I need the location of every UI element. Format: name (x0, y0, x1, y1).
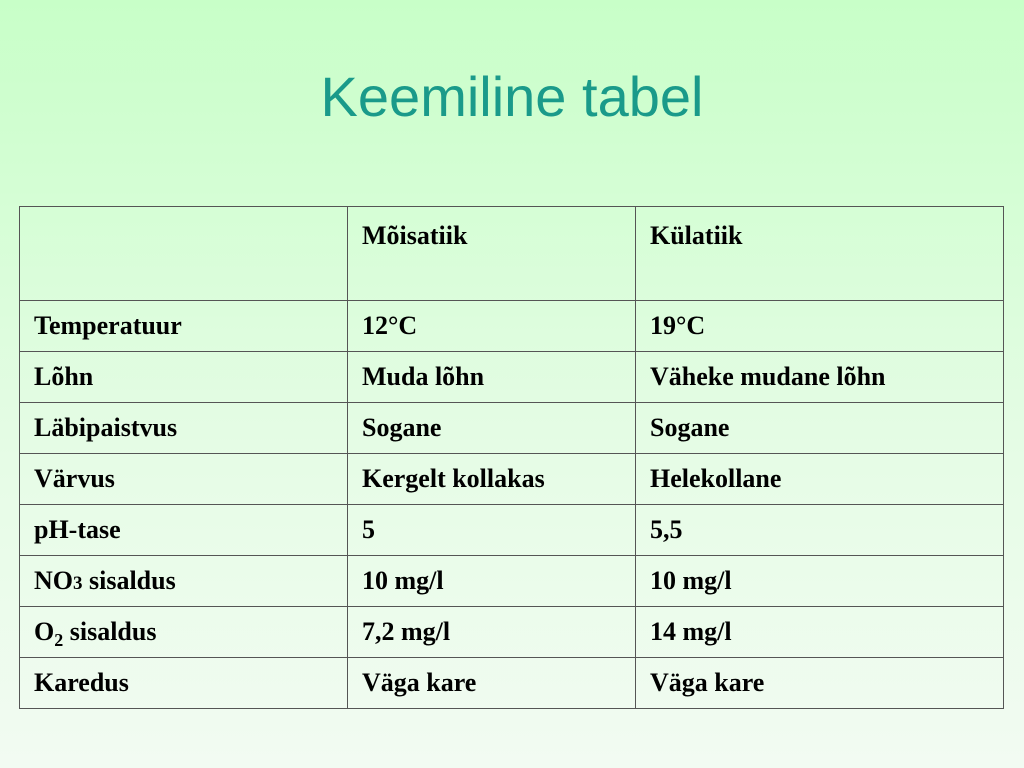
row-label: pH-tase (20, 505, 348, 556)
row-value: Muda lõhn (348, 352, 636, 403)
row-value: Helekollane (636, 454, 1004, 505)
row-value: 5,5 (636, 505, 1004, 556)
table-header-row (20, 207, 1004, 301)
row-label (20, 556, 348, 607)
table-row (20, 607, 1004, 658)
label-subscript: 2 (54, 630, 64, 650)
row-value: 12°C (348, 301, 636, 352)
row-label: Temperatuur (20, 301, 348, 352)
header-cell-empty (20, 207, 348, 301)
row-value: 14 mg/l (636, 607, 1004, 658)
row-value: 19°C (636, 301, 1004, 352)
chemical-table (19, 206, 1004, 709)
table-row (20, 658, 1004, 709)
row-value: 10 mg/l (348, 556, 636, 607)
row-label: Karedus (20, 658, 348, 709)
row-value: 7,2 mg/l (348, 607, 636, 658)
label-main: NO (34, 566, 73, 595)
row-value: Väga kare (348, 658, 636, 709)
table-row (20, 505, 1004, 556)
row-value: 10 mg/l (636, 556, 1004, 607)
row-value: Kergelt kollakas (348, 454, 636, 505)
row-label (20, 607, 348, 658)
table-row (20, 352, 1004, 403)
row-value: Sogane (636, 403, 1004, 454)
header-cell-moisatiik: Mõisatiik (348, 207, 636, 301)
label-main: O (34, 617, 55, 646)
table-row (20, 403, 1004, 454)
header-cell-kulatiik: Külatiik (636, 207, 1004, 301)
row-label: Värvus (20, 454, 348, 505)
table-row (20, 556, 1004, 607)
row-label: Lõhn (20, 352, 348, 403)
row-value: Väheke mudane lõhn (636, 352, 1004, 403)
table-row (20, 301, 1004, 352)
label-subscript: 3 (73, 573, 83, 594)
row-value: Väga kare (636, 658, 1004, 709)
label-rest: sisaldus (82, 566, 176, 595)
table-row (20, 454, 1004, 505)
row-label: Läbipaistvus (20, 403, 348, 454)
row-value: Sogane (348, 403, 636, 454)
row-value: 5 (348, 505, 636, 556)
label-rest: sisaldus (63, 617, 157, 646)
slide-title: Keemiline tabel (320, 65, 704, 128)
